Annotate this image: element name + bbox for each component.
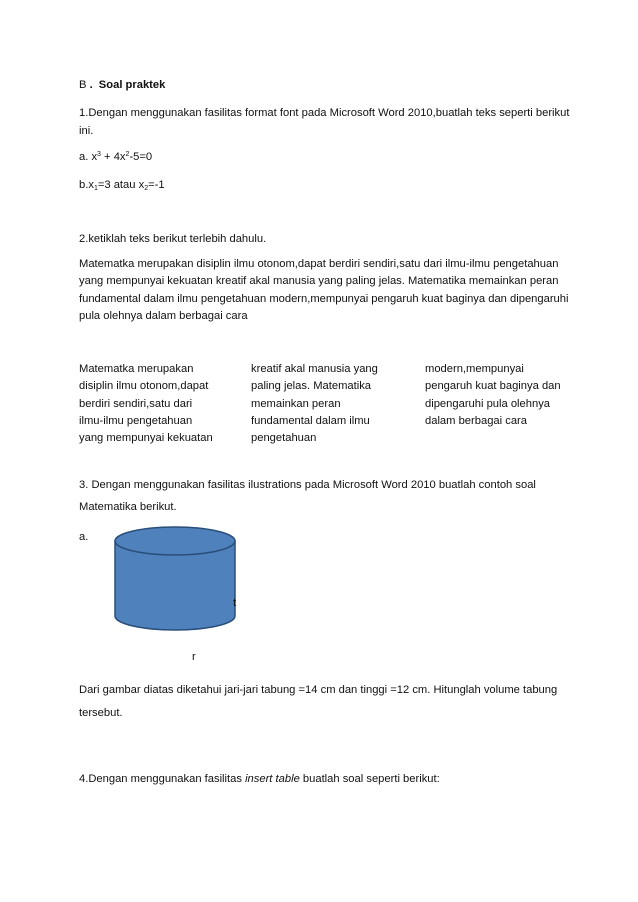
q2-paragraph-line: yang mempunyai kekuatan kreatif akal manusia yang paling jelas. Matematika memainkan peran	[79, 275, 559, 288]
column-line: modern,mempunyai	[425, 363, 524, 375]
column-line: pengetahuan	[251, 432, 317, 445]
column-line: Matematka merupakan	[79, 363, 194, 375]
eq-a-mid: + 4x	[100, 151, 126, 163]
label-radius-r: r	[192, 651, 196, 663]
cylinder-top	[115, 527, 235, 555]
eq-a-prefix: a. x	[79, 151, 98, 163]
q4-text-italic: insert table	[245, 773, 300, 785]
eq-b-sub1: 1	[93, 185, 98, 192]
q4-text-after: buatlah soal seperti berikut:	[299, 773, 440, 785]
column-line: dipengaruhi pula olehnya	[425, 397, 551, 410]
q3-line1: 3. Dengan menggunakan fasilitas ilustrations pada Microsoft Word 2010 buatlah contoh soal	[79, 479, 536, 491]
q1-text-line1: 1.Dengan menggunakan fasilitas format font pada Microsoft Word 2010,buatlah teks seperti berikut	[79, 107, 570, 119]
q3-label-a: a.	[79, 531, 89, 543]
column-line: disiplin ilmu otonom,dapat	[79, 380, 209, 393]
q3-line2: Matematika berikut.	[79, 501, 177, 513]
column-line: yang mempunyai kekuatan	[79, 432, 213, 445]
q2-paragraph-line: fundamental dalam ilmu pengetahuan modern,mempunyai pengaruh kuat baginya dan dipengaruhi	[79, 292, 569, 305]
q2-paragraph-line: Matematka merupakan disiplin ilmu otonom,dapat berdiri sendiri,satu dari ilmu-ilmu pengetahuan	[79, 258, 559, 270]
q3-desc-line1: Dari gambar diatas diketahui jari-jari tabung =14 cm dan tinggi =12 cm. Hitunglah volume tabung	[79, 684, 558, 696]
column-line: berdiri sendiri,satu dari	[79, 397, 193, 410]
eq-b-mid: =3 atau x	[97, 179, 145, 191]
column-line: memainkan peran	[251, 397, 341, 410]
eq-a-suffix: -5=0	[129, 151, 153, 163]
column-line: dalam berbagai cara	[425, 414, 527, 427]
q1-text-line2: ini.	[79, 125, 94, 137]
column-line: paling jelas. Matematika	[251, 380, 372, 393]
eq-b-suffix: =-1	[148, 179, 165, 191]
q2-paragraph-line: pula olehnya dalam berbagai cara	[79, 309, 248, 322]
q3-desc-line2: tersebut.	[79, 707, 123, 719]
section-dot: .	[89, 79, 93, 91]
eq-b-prefix: b.x	[79, 179, 94, 191]
q4-text	[79, 772, 440, 786]
column-line: ilmu-ilmu pengetahuan	[79, 414, 193, 427]
column-line: kreatif akal manusia yang	[251, 363, 378, 375]
section-label: Soal praktek	[98, 79, 166, 91]
column-line: pengaruh kuat baginya dan	[425, 380, 561, 393]
q2-heading: 2.ketiklah teks berikut terlebih dahulu.	[79, 233, 267, 245]
label-height-t: t	[233, 597, 237, 609]
eq-a-sup1: 3	[97, 151, 101, 158]
eq-a-sup2: 2	[125, 151, 130, 158]
column-line: fundamental dalam ilmu	[251, 414, 370, 427]
q4-text-before: 4.Dengan menggunakan fasilitas	[79, 773, 246, 785]
section-letter: B	[79, 79, 87, 91]
eq-b-sub2: 2	[144, 185, 149, 192]
